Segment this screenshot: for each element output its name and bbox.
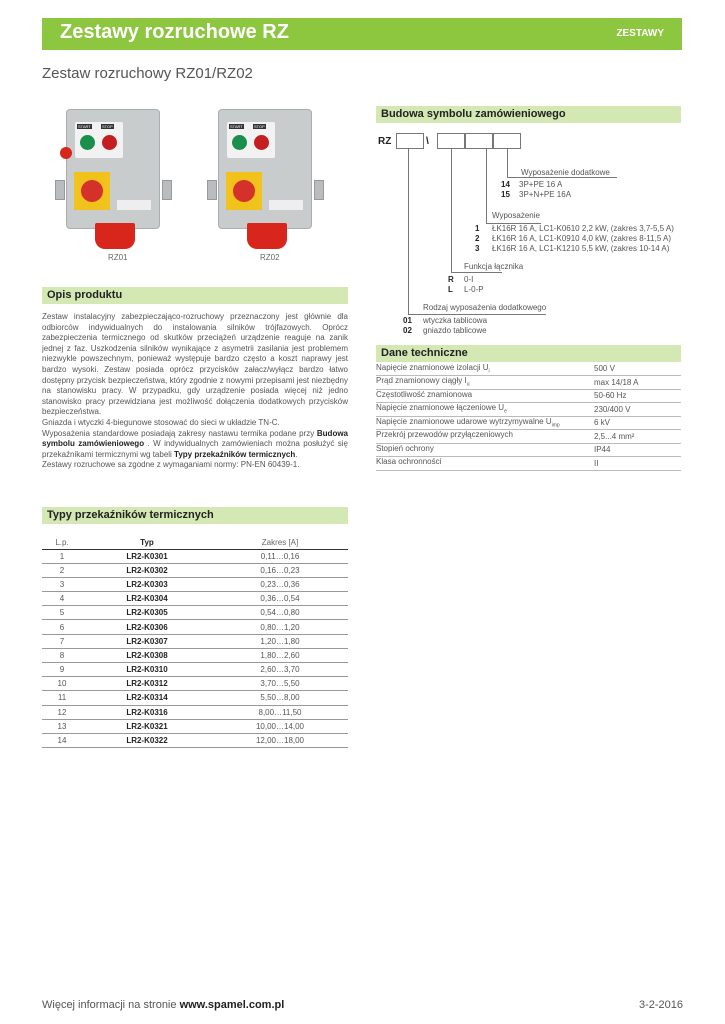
table-cell: LR2-K0310 bbox=[82, 663, 212, 677]
relay-table bbox=[42, 536, 348, 748]
table-cell: 8,00…11,50 bbox=[212, 705, 348, 719]
equip-title: Wyposażenie bbox=[492, 211, 540, 220]
section-heading-symbol: Budowa symbolu zamówieniowego bbox=[376, 106, 681, 123]
table-row bbox=[376, 416, 681, 430]
table-cell: 11 bbox=[42, 691, 82, 705]
table-row bbox=[42, 705, 348, 719]
table-cell: LR2-K0307 bbox=[82, 634, 212, 648]
parameter-name: Klasa ochronności bbox=[376, 457, 594, 471]
column-header: Typ bbox=[82, 536, 212, 549]
table-cell: LR2-K0304 bbox=[82, 592, 212, 606]
parameter-value: 6 kV bbox=[594, 416, 681, 430]
table-row bbox=[42, 648, 348, 662]
table-cell: LR2-K0321 bbox=[82, 719, 212, 733]
table-row bbox=[376, 389, 681, 403]
table-cell: LR2-K0316 bbox=[82, 705, 212, 719]
page-title: Zestawy rozruchowe RZ bbox=[60, 21, 289, 43]
category-tag: ZESTAWY bbox=[616, 28, 664, 39]
table-row bbox=[42, 733, 348, 747]
extra-title: Wyposażenie dodatkowe bbox=[521, 168, 610, 177]
table-row bbox=[42, 592, 348, 606]
table-cell: 9 bbox=[42, 663, 82, 677]
table-row bbox=[42, 719, 348, 733]
parameter-name: Napięcie znamionowe łączeniowe $U_e$ bbox=[376, 403, 594, 417]
section-heading-description: Opis produktu bbox=[42, 287, 348, 304]
table-cell: 1,20…1,80 bbox=[212, 634, 348, 648]
func-title: Funkcja łącznika bbox=[464, 262, 524, 271]
parameter-value: 500 V bbox=[594, 362, 681, 376]
photo-label-rz01: RZ01 bbox=[108, 253, 128, 262]
table-row bbox=[42, 677, 348, 691]
table-cell: LR2-K0322 bbox=[82, 733, 212, 747]
table-cell: LR2-K0302 bbox=[82, 563, 212, 577]
footer-info: Więcej informacji na stronie www.spamel.com.pl bbox=[42, 999, 285, 1011]
photo-label-rz02: RZ02 bbox=[260, 253, 280, 262]
table-cell: 10 bbox=[42, 677, 82, 691]
parameter-name: Napięcie znamionowe izolacji $U_i$ bbox=[376, 362, 594, 376]
table-cell: 1,80…2,60 bbox=[212, 648, 348, 662]
socket-rz02 bbox=[247, 223, 287, 249]
description-paragraph: Zestaw instalacyjny zabezpieczająco-rozruchowy przeznaczony jest głównie dla odbiorców indywidualnych do instalowania silników trójfazowych. Oprócz zabezpieczenia termicznego od skutków przeciążeń urządzenie reaguje na zanik jednej z faz. Uszkodzenia silników wynikające z asymetrii zasilania jest problemem niezwykle powszechnym, ponieważ występuje bardzo często a koszt naprawy jest bardzo wysoki. Zestaw posiada oprócz przycisków załacz/wyłącz bardzo łatwo dostępny przycisk bezpieczeństwa, który zgodnie z nowymi przepisami jest niezbędny na stanowisku pracy. W przypadku, gdy urządzenie posiada więcej niż jedno stanowisko pracy przewidziana jest możliwość dołączenia dodatkowych przycisków bezpieczeństwa. bbox=[42, 312, 348, 417]
table-cell: LR2-K0308 bbox=[82, 648, 212, 662]
table-row bbox=[376, 403, 681, 417]
table-row bbox=[376, 443, 681, 457]
table-cell: 2,60…3,70 bbox=[212, 663, 348, 677]
table-cell: LR2-K0314 bbox=[82, 691, 212, 705]
table-cell: LR2-K0312 bbox=[82, 677, 212, 691]
table-cell: 4 bbox=[42, 592, 82, 606]
table-row bbox=[376, 457, 681, 471]
website-link[interactable]: www.spamel.com.pl bbox=[179, 999, 285, 1011]
table-cell: 0,23…0,36 bbox=[212, 577, 348, 591]
table-cell: 14 bbox=[42, 733, 82, 747]
symbol-cell bbox=[437, 133, 465, 149]
description-paragraph: Zestawy rozruchowe sa zgodne z wymaganiami normy: PN-EN 60439-1. bbox=[42, 460, 300, 470]
table-cell: 10,00…14,00 bbox=[212, 719, 348, 733]
table-cell: 12,00…18,00 bbox=[212, 733, 348, 747]
parameter-name: Częstotliwość znamionowa bbox=[376, 389, 594, 403]
product-image-rz01: START STOP bbox=[66, 109, 160, 229]
table-row bbox=[376, 376, 681, 390]
parameter-value: 230/400 V bbox=[594, 403, 681, 417]
relay-table-header bbox=[42, 536, 348, 549]
order-symbol-diagram: RZ \ Wyposażenie dodatkowe 14 3P+PE 16 A 15 3P+N+PE 16A Wyposażenie 1 ŁK16R 16 A, LC1-K0610 2,2 kW, (zakres 3,7-5,5 A) 2 ŁK16R 16 A, LC1-K0910 4,0 kW, (zakres 8-11,5 A) 3 ŁK16R 16 A, LC1-K1210 5,5 kW, (zakres 10-14 A) Funkcja łącznika R 0-I L L-0-P Rodzaj wyposażenia dodatkowego 01 wtyczka tablicowa 02 gniazdo tablicowe bbox=[376, 128, 681, 338]
symbol-prefix: RZ bbox=[378, 136, 392, 147]
parameter-value: 50-60 Hz bbox=[594, 389, 681, 403]
product-photos bbox=[42, 105, 348, 265]
table-row bbox=[42, 606, 348, 620]
parameter-name: Prąd znamionowy ciągły $I_u$ bbox=[376, 376, 594, 390]
parameter-value: 2,5...4 mm² bbox=[594, 430, 681, 444]
table-cell: 0,16…0,23 bbox=[212, 563, 348, 577]
table-cell: LR2-K0301 bbox=[82, 549, 212, 563]
symbol-cell bbox=[465, 133, 493, 149]
table-row bbox=[42, 634, 348, 648]
section-heading-relays: Typy przekaźników termicznych bbox=[42, 507, 348, 524]
symbol-separator: \ bbox=[426, 136, 429, 147]
table-cell: 5,50…8,00 bbox=[212, 691, 348, 705]
table-cell: LR2-K0306 bbox=[82, 620, 212, 634]
table-cell: 7 bbox=[42, 634, 82, 648]
description-paragraph: Gniazda i wtyczki 4-biegunowe stosować do sieci w układzie TN-C. bbox=[42, 417, 280, 427]
table-row bbox=[42, 691, 348, 705]
symbol-cell bbox=[396, 133, 424, 149]
table-cell: 12 bbox=[42, 705, 82, 719]
table-cell: 0,80…1,20 bbox=[212, 620, 348, 634]
section-heading-tech: Dane techniczne bbox=[376, 345, 681, 362]
table-cell: 2 bbox=[42, 563, 82, 577]
table-row bbox=[376, 430, 681, 444]
column-header: Zakres [A] bbox=[212, 536, 348, 549]
product-image-rz02: START STOP bbox=[218, 109, 312, 229]
table-cell: 3 bbox=[42, 577, 82, 591]
parameter-value: IP44 bbox=[594, 443, 681, 457]
parameter-name: Napięcie znamionowe udarowe wytrzymywalne $U_{imp}$ bbox=[376, 416, 594, 430]
table-row bbox=[42, 663, 348, 677]
footer-date: 3-2-2016 bbox=[638, 999, 683, 1011]
table-cell: 1 bbox=[42, 549, 82, 563]
table-cell: LR2-K0303 bbox=[82, 577, 212, 591]
table-row bbox=[376, 362, 681, 376]
table-row bbox=[42, 620, 348, 634]
parameter-name: Przekrój przewodów przyłączeniowych bbox=[376, 430, 594, 444]
table-row bbox=[42, 549, 348, 563]
page-subtitle: Zestaw rozruchowy RZ01/RZ02 bbox=[42, 65, 253, 82]
parameter-value: II bbox=[594, 457, 681, 471]
table-cell: 3,70…5,50 bbox=[212, 677, 348, 691]
table-row bbox=[42, 577, 348, 591]
table-cell: LR2-K0305 bbox=[82, 606, 212, 620]
table-cell: 6 bbox=[42, 620, 82, 634]
table-row bbox=[42, 563, 348, 577]
table-cell: 0,11…0,16 bbox=[212, 549, 348, 563]
symbol-cell bbox=[493, 133, 521, 149]
parameter-name: Stopień ochrony bbox=[376, 443, 594, 457]
column-header: L.p. bbox=[42, 536, 82, 549]
page-header bbox=[42, 18, 682, 50]
table-cell: 8 bbox=[42, 648, 82, 662]
kind-title: Rodzaj wyposażenia dodatkowego bbox=[423, 303, 547, 312]
socket-rz01 bbox=[95, 223, 135, 249]
tech-data-table bbox=[376, 362, 681, 471]
table-cell: 13 bbox=[42, 719, 82, 733]
product-description bbox=[42, 312, 348, 471]
table-cell: 0,36…0,54 bbox=[212, 592, 348, 606]
parameter-value: max 14/18 A bbox=[594, 376, 681, 390]
description-paragraph: Wyposażenia standardowe posiadają zakresy nastawu termika podane przy Budowa symbolu zamówieniowego . W indywidualnych zamówieniach można posłużyć się przekaźnikami termicznymi wg tabeli Typy przekaźników termicznych. bbox=[42, 428, 349, 459]
table-cell: 0,54…0,80 bbox=[212, 606, 348, 620]
table-cell: 5 bbox=[42, 606, 82, 620]
